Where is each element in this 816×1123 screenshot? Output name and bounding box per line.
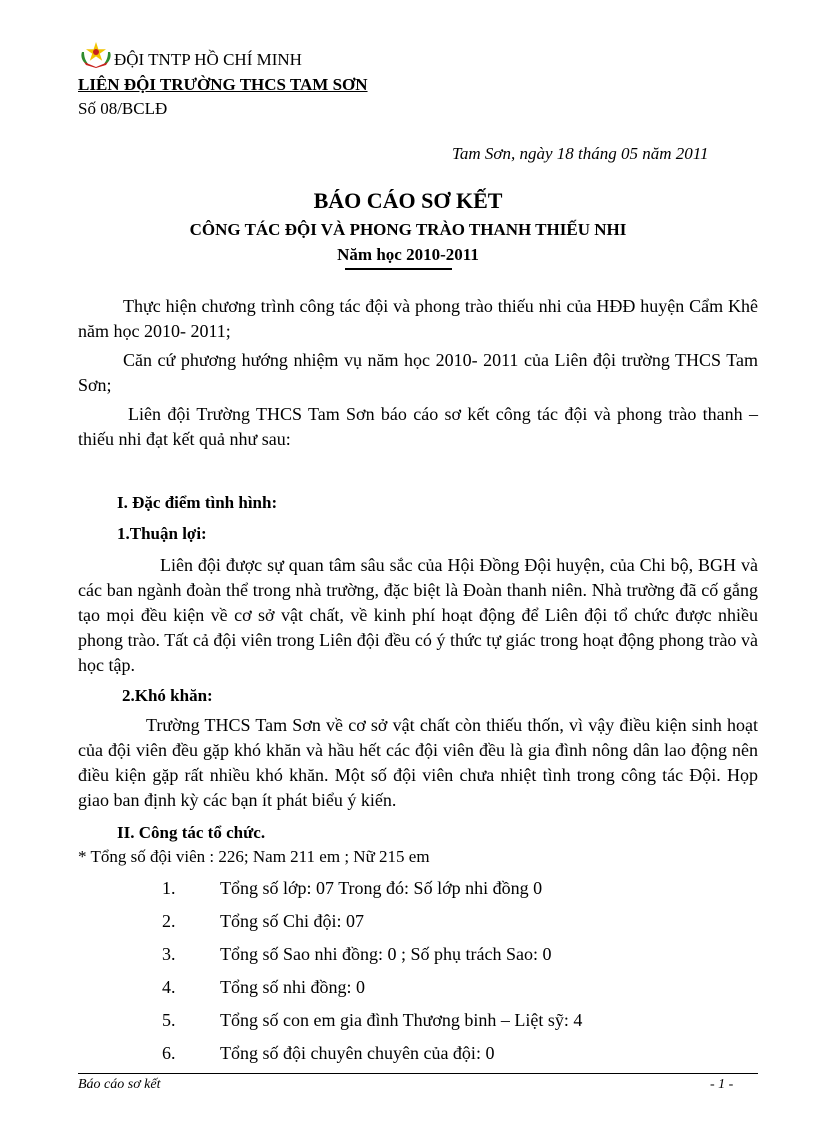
list-item-number: 6. bbox=[162, 1043, 176, 1063]
list-item bbox=[0, 911, 816, 935]
youth-pioneer-emblem-icon bbox=[78, 40, 114, 68]
list-item-text: Tổng số con em gia đình Thương binh – Liệt sỹ: 4 bbox=[220, 1010, 583, 1030]
footer-title: Báo cáo sơ kết bbox=[78, 1077, 161, 1092]
list-item-text: Tổng số lớp: 07 Trong đó: Số lớp nhi đồng 0 bbox=[220, 878, 543, 898]
footer-divider bbox=[78, 1073, 758, 1074]
page-number: - 1 - bbox=[710, 1077, 734, 1092]
list-item-text: Tổng số Chi đội: 07 bbox=[220, 911, 365, 931]
list-item-number: 4. bbox=[162, 977, 176, 997]
list-item-number: 2. bbox=[162, 911, 176, 931]
advantages-paragraph: Liên đội được sự quan tâm sâu sắc của Hội Đồng Đội huyện, của Chi bộ, BGH và các ban ngành đoàn thể trong nhà trường, đặc biệt là Đoàn thanh niên. Nhà trường đã cố gắng tạo mọi đều kiện về cơ sở vật chất, về kinh phí hoạt động để Liên đội tổ chức được nhiều phong trào. Tất cả đội viên trong Liên đội đều có ý thức tự giác trong hoạt động phong trào và học tập. bbox=[78, 555, 758, 675]
school-year: Năm học 2010-2011 bbox=[337, 245, 479, 264]
advantages-heading: 1.Thuận lợi: bbox=[117, 524, 207, 543]
list-item-text: Tổng số đội chuyên chuyên của đội: 0 bbox=[220, 1043, 495, 1063]
title-underline bbox=[345, 268, 452, 270]
member-summary: * Tổng số đội viên : 226; Nam 211 em ; Nữ 215 em bbox=[78, 847, 430, 866]
section-1-heading: I. Đặc điểm tình hình: bbox=[117, 493, 278, 512]
list-item bbox=[0, 878, 816, 902]
list-item-number: 5. bbox=[162, 1010, 176, 1030]
list-item bbox=[0, 1043, 816, 1067]
org-line-1: ĐỘI TNTP HỒ CHÍ MINH bbox=[114, 50, 302, 69]
report-subtitle: CÔNG TÁC ĐỘI VÀ PHONG TRÀO THANH THIẾU NHI bbox=[189, 220, 627, 239]
intro-paragraph-2: Căn cứ phương hướng nhiệm vụ năm học 2010- 2011 của Liên đội trường THCS Tam Sơn; bbox=[78, 350, 758, 395]
list-item-number: 1. bbox=[162, 878, 176, 898]
intro-paragraph-3: Liên đội Trường THCS Tam Sơn báo cáo sơ kết công tác đội và phong trào thanh – thiếu nhi đạt kết quả như sau: bbox=[78, 404, 758, 449]
section-2-heading: II. Công tác tổ chức. bbox=[117, 823, 266, 842]
list-item bbox=[0, 1010, 816, 1034]
difficulties-paragraph: Trường THCS Tam Sơn về cơ sở vật chất còn thiếu thốn, vì vậy điều kiện sinh hoạt của đội viên đều gặp khó khăn và hầu hết các đội viên đều là gia đình nông dân lao động nên điều kiện gặp rất nhiều khó khăn. Một số đội viên chưa nhiệt tình trong công tác Đội. Họp giao ban định kỳ các bạn ít phát biểu ý kiến. bbox=[78, 715, 758, 810]
list-item-text: Tổng số Sao nhi đồng: 0 ; Số phụ trách Sao: 0 bbox=[220, 944, 552, 964]
report-title: BÁO CÁO SƠ KẾT bbox=[313, 188, 503, 213]
list-item-text: Tổng số nhi đồng: 0 bbox=[220, 977, 366, 997]
list-item bbox=[0, 944, 816, 968]
difficulties-heading: 2.Khó khăn: bbox=[122, 686, 213, 705]
date-line: Tam Sơn, ngày 18 tháng 05 năm 2011 bbox=[452, 144, 709, 163]
list-item-number: 3. bbox=[162, 944, 176, 964]
intro-paragraph-1: Thực hiện chương trình công tác đội và phong trào thiếu nhi của HĐĐ huyện Cẩm Khê năm học 2010- 2011; bbox=[78, 296, 758, 341]
document-number: Số 08/BCLĐ bbox=[78, 99, 168, 118]
org-line-2: LIÊN ĐỘI TRƯỜNG THCS TAM SƠN bbox=[78, 75, 368, 94]
list-item bbox=[0, 977, 816, 1001]
